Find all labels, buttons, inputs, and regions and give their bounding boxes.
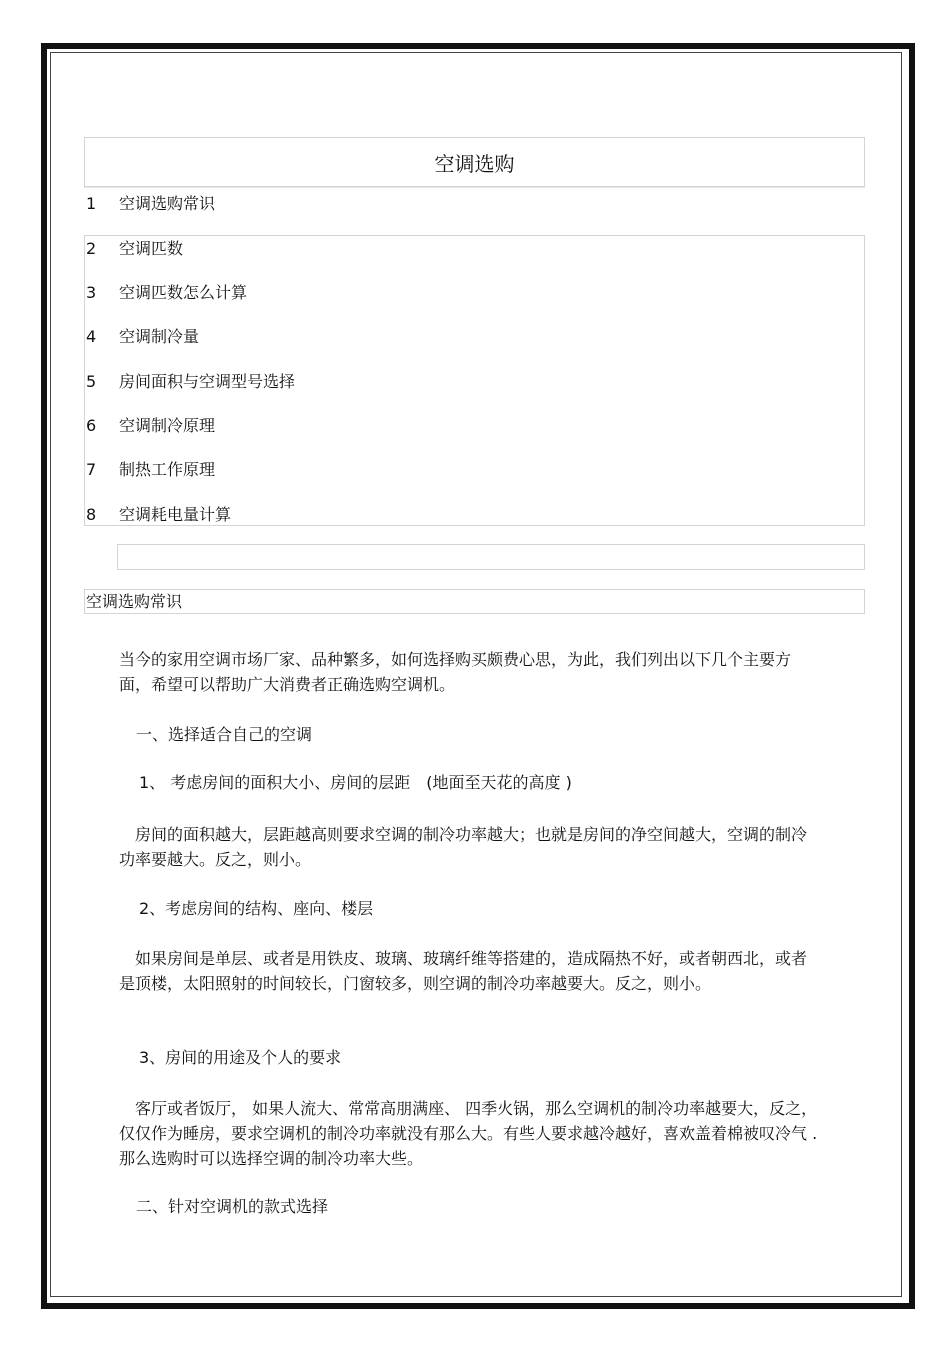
toc-item-3[interactable] (86, 283, 247, 303)
paragraph-1: 房间的面积越大，层距越高则要求空调的制冷功率越大；也就是房间的净空间越大，空调的制冷功率要越大。反之，则小。 (119, 825, 808, 869)
heading-1: 一、选择适合自己的空调 (136, 725, 313, 744)
intro-paragraph: 当今的家用空调市场厂家、品种繁多，如何选择购买颇费心思，为此，我们列出以下几个主要方面，希望可以帮助广大消费者正确选购空调机。 (119, 650, 792, 694)
toc-label: 空调耗电量计算 (119, 505, 232, 524)
toc-label: 空调制冷原理 (119, 416, 216, 435)
toc-item-8[interactable] (86, 505, 231, 525)
toc-num: 4 (86, 327, 97, 346)
document-title: 空调选购 (84, 137, 865, 187)
toc-label: 空调匹数怎么计算 (119, 283, 248, 302)
toc-label: 空调制冷量 (119, 327, 200, 346)
paragraph-3: 客厅或者饭厅， 如果人流大、常常高朋满座、 四季火锅，那么空调机的制冷功率越要大，反之，仅仅作为睡房，要求空调机的制冷功率就没有那么大。有些人要求越冷越好，喜欢盖着棉被叹冷气 .那么选购时可以选择空调的制冷功率大些。 (119, 1099, 818, 1168)
toc-label: 制热工作原理 (119, 460, 216, 479)
subheading-2: 2、考虑房间的结构、座向、楼层 (139, 899, 374, 918)
subheading-3: 3、房间的用途及个人的要求 (139, 1048, 342, 1067)
empty-table-row (117, 544, 865, 570)
toc-num: 8 (86, 505, 97, 524)
toc-num: 7 (86, 460, 97, 479)
toc-item-7[interactable] (86, 460, 215, 480)
toc-num: 5 (86, 372, 97, 391)
toc-num: 1 (86, 194, 97, 213)
toc-item-5[interactable] (86, 372, 295, 392)
toc-label: 空调选购常识 (119, 194, 216, 213)
section-title: 空调选购常识 (86, 592, 183, 611)
toc-item-1[interactable] (86, 194, 215, 214)
toc-num: 2 (86, 239, 97, 258)
toc-label: 房间面积与空调型号选择 (119, 372, 296, 391)
toc-label: 空调匹数 (119, 239, 184, 258)
paragraph-2: 如果房间是单层、或者是用铁皮、玻璃、玻璃纤维等搭建的，造成隔热不好，或者朝西北，或者是顶楼，太阳照射的时间较长，门窗较多，则空调的制冷功率越要大。反之，则小。 (119, 949, 808, 993)
heading-2: 二、针对空调机的款式选择 (136, 1197, 329, 1216)
section-title-box (84, 589, 865, 614)
toc-num: 3 (86, 283, 97, 302)
subheading-1: 1、 考虑房间的面积大小、房间的层距 (地面至天花的高度 ) (139, 773, 572, 792)
toc-item-2[interactable] (86, 239, 183, 259)
toc-item-4[interactable] (86, 327, 199, 347)
toc-item-6[interactable] (86, 416, 215, 436)
toc-num: 6 (86, 416, 97, 435)
